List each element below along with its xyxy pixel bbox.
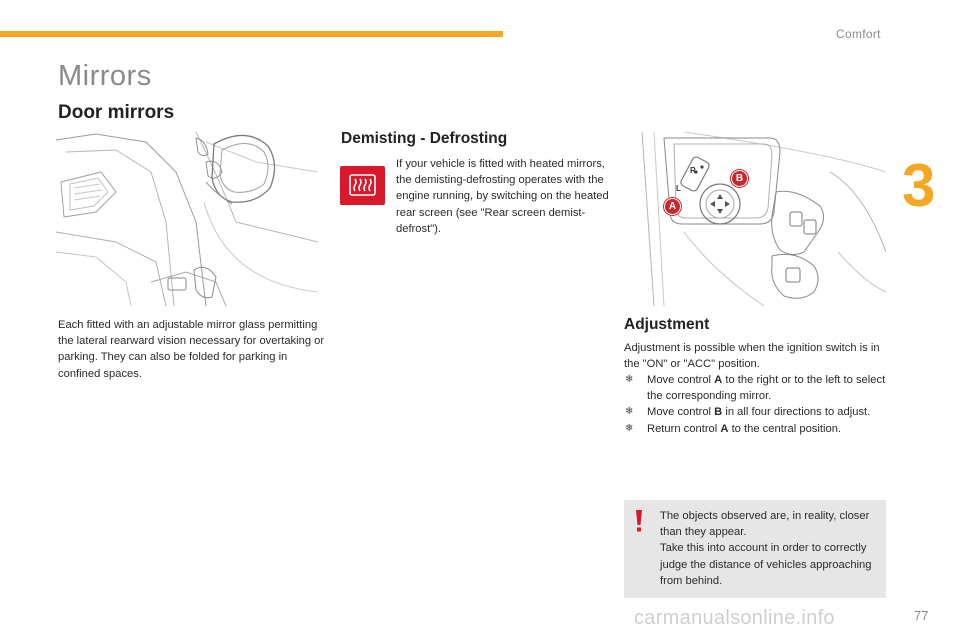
demisting-text: If your vehicle is fitted with heated mirrors, the demisting-defrosting operates with the engine running, by switching on the heated rear screen (see "Rear screen demist-defrost").	[396, 158, 609, 235]
demisting-heading: Demisting - Defrosting	[341, 130, 508, 147]
rear-screen-demist-icon	[340, 166, 385, 205]
adjustment-steps	[624, 372, 886, 437]
warning-line-1: The objects observed are, in reality, closer than they appear.	[660, 510, 870, 539]
label-r: R	[690, 166, 696, 175]
control-b-label: B	[735, 173, 744, 184]
section-label: Comfort	[836, 27, 881, 41]
step-marker-icon: ❄	[625, 374, 634, 385]
adjustment-step: ❄ Return control A to the central position.	[624, 421, 886, 437]
section-heading: Door mirrors	[58, 102, 175, 123]
warning-line-2: Take this into account in order to correctly judge the distance of vehicles approaching from behind.	[660, 542, 872, 587]
watermark: carmanualsonline.info	[634, 607, 835, 629]
adjustment-heading: Adjustment	[624, 316, 710, 333]
step-marker-icon: ❄	[625, 406, 634, 418]
mirror-controls-illustration	[624, 132, 886, 306]
exclamation-icon	[633, 509, 645, 533]
door-mirror-illustration	[56, 132, 318, 306]
control-a-marker	[664, 198, 681, 215]
top-accent-bar	[0, 31, 503, 37]
control-b-marker	[731, 170, 748, 187]
door-mirrors-description: Each fitted with an adjustable mirror glass permitting the lateral rearward vision necessary for overtaking or parking. They can also be folded for parking in confined spaces.	[58, 319, 325, 380]
chapter-number: 3	[902, 152, 936, 219]
label-l: L	[676, 184, 681, 193]
warning-text	[660, 508, 880, 589]
adjustment-intro: Adjustment is possible when the ignition switch is in the "ON" or "ACC" position.	[624, 342, 880, 371]
adjustment-step: ❄ Move control A to the right or to the left to select the corresponding mirror.	[625, 374, 886, 403]
control-a-label: A	[668, 201, 677, 212]
adjustment-step: ❄ Move control B in all four directions to adjust.	[624, 404, 886, 420]
page-number: 77	[914, 608, 929, 623]
step-marker-icon: ❄	[625, 422, 634, 434]
page-title: Mirrors	[58, 60, 152, 92]
